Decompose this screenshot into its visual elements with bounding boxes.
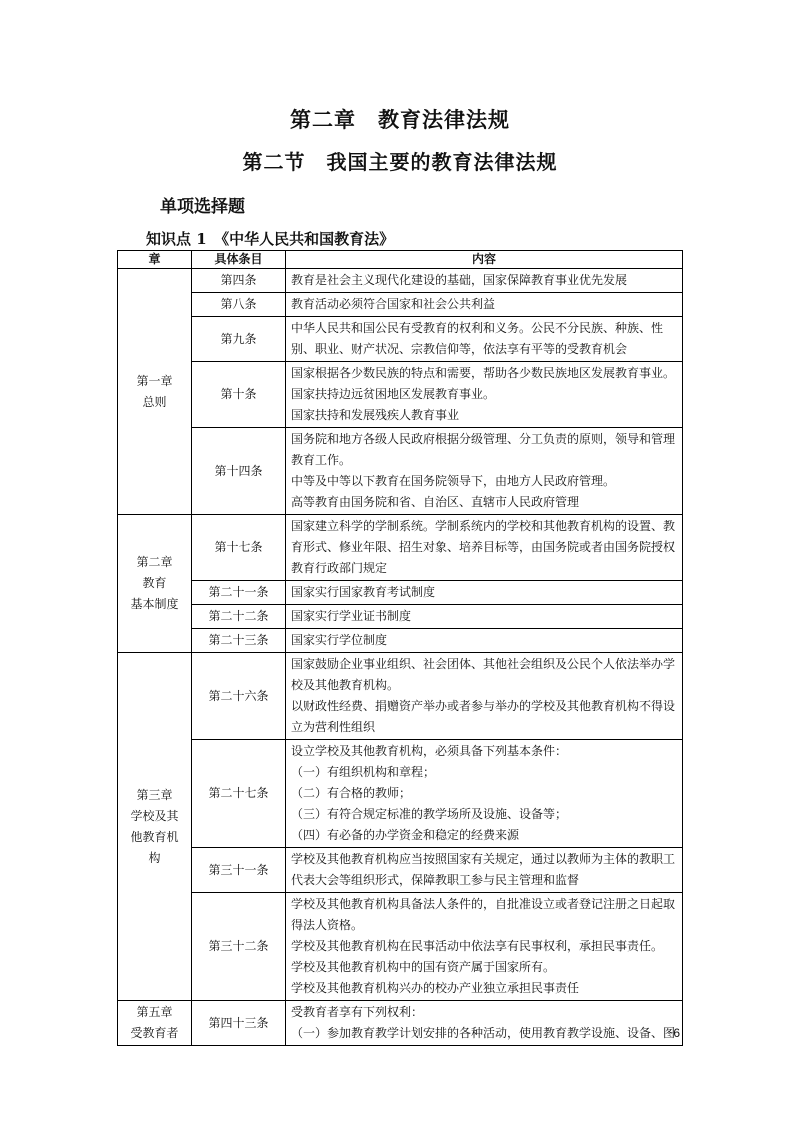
table-row <box>118 515 683 581</box>
article-cell: 第二十三条 <box>192 629 286 653</box>
content-cell <box>286 629 683 653</box>
content-line: 受教育者享有下列权利： <box>291 1005 424 1019</box>
table-row <box>118 1001 683 1046</box>
chapter-title: 第二章 教育法律法规 <box>290 107 510 132</box>
chapter-name: 第二章 <box>136 555 173 569</box>
chapter-name: 基本制度 <box>130 597 179 611</box>
knowledge-point-heading: 知识点 1 《中华人民共和国教育法》 <box>146 230 395 248</box>
article-cell: 第十七条 <box>192 515 286 581</box>
content-line: 以财政性经费、捐赠资产举办或者参与举办的学校及其他教育机构不得设立为营利性组织 <box>291 699 676 734</box>
article-cell: 第四十三条 <box>192 1001 286 1046</box>
article-cell: 第三十二条 <box>192 893 286 1001</box>
chapter-name: 他教育机 <box>130 829 179 844</box>
chapter-name: 总则 <box>142 394 167 409</box>
content-line: 国家实行国家教育考试制度 <box>291 585 436 599</box>
header-chapter: 章 <box>118 251 192 269</box>
chapter-name: 第五章 <box>136 1005 173 1019</box>
chapter-name: 受教育者 <box>130 1026 179 1040</box>
content-cell <box>286 317 683 362</box>
chapter-cell <box>118 1001 192 1046</box>
content-line: 学校及其他教育机构应当按照国家有关规定，通过以教师为主体的教职工代表大会等组织形式，保障教职工参与民主管理和监督 <box>291 852 676 887</box>
chapter-name: 学校及其 <box>130 808 179 823</box>
table-row <box>118 362 683 428</box>
table-row <box>118 629 683 653</box>
content-cell <box>286 740 683 848</box>
content-line: 学校及其他教育机构在民事活动中依法享有民事权利，承担民事责任。 <box>291 939 664 953</box>
section-title: 第二节 我国主要的教育法律法规 <box>242 150 558 174</box>
table-row <box>118 293 683 317</box>
law-articles-table <box>117 250 683 1046</box>
content-cell <box>286 848 683 893</box>
chapter-name: 构 <box>148 850 161 865</box>
article-cell: 第二十二条 <box>192 605 286 629</box>
content-cell <box>286 1001 683 1046</box>
content-line: 教育是社会主义现代化建设的基础，国家保障教育事业优先发展 <box>291 273 628 287</box>
table-row <box>118 428 683 515</box>
content-line: 国家扶持边远贫困地区发展教育事业。 <box>291 387 496 401</box>
chapter-cell <box>118 515 192 653</box>
content-cell <box>286 605 683 629</box>
content-line: （二）有合格的教师； <box>291 786 412 800</box>
content-line: 中华人民共和国公民有受教育的权利和义务。公民不分民族、种族、性别、职业、财产状况、宗教信仰等，依法享有平等的受教育机会 <box>291 321 664 356</box>
article-cell: 第二十一条 <box>192 581 286 605</box>
content-line: （一）参加教育教学计划安排的各种活动，使用教育教学设施、设备、图 <box>291 1026 676 1040</box>
content-line: 高等教育由国务院和省、自治区、直辖市人民政府管理 <box>291 495 580 509</box>
chapter-name: 第三章 <box>136 787 173 802</box>
content-line: 学校及其他教育机构中的国有资产属于国家所有。 <box>291 960 556 974</box>
chapter-cell <box>118 653 192 1001</box>
table-row <box>118 269 683 293</box>
table-row <box>118 893 683 1001</box>
table-row <box>118 740 683 848</box>
table-row <box>118 848 683 893</box>
table-header-row <box>118 251 683 269</box>
article-cell: 第二十六条 <box>192 653 286 740</box>
table-row <box>118 653 683 740</box>
article-cell: 第十条 <box>192 362 286 428</box>
content-cell <box>286 515 683 581</box>
content-line: 国家实行学位制度 <box>291 633 388 647</box>
article-cell: 第八条 <box>192 293 286 317</box>
article-cell: 第四条 <box>192 269 286 293</box>
content-cell <box>286 428 683 515</box>
table-row <box>118 317 683 362</box>
chapter-name: 教育 <box>142 576 167 590</box>
header-article: 具体条目 <box>192 251 286 269</box>
content-line: 国务院和地方各级人民政府根据分级管理、分工负责的原则，领导和管理教育工作。 <box>291 432 676 467</box>
content-cell <box>286 581 683 605</box>
content-line: （一）有组织机构和章程； <box>291 765 436 779</box>
content-cell <box>286 293 683 317</box>
article-cell: 第二十七条 <box>192 740 286 848</box>
table-row <box>118 605 683 629</box>
chapter-name: 第一章 <box>136 373 173 388</box>
content-cell <box>286 893 683 1001</box>
content-line: 国家建立科学的学制系统。学制系统内的学校和其他教育机构的设置、教育形式、修业年限、招生对象、培养目标等，由国务院或者由国务院授权教育行政部门规定 <box>291 519 676 575</box>
table-row <box>118 581 683 605</box>
content-line: 学校及其他教育机构具备法人条件的，自批准设立或者登记注册之日起取得法人资格。 <box>291 897 676 932</box>
content-cell <box>286 362 683 428</box>
content-line: 学校及其他教育机构兴办的校办产业独立承担民事责任 <box>291 981 580 995</box>
content-line: 国家根据各少数民族的特点和需要，帮助各少数民族地区发展教育事业。 <box>291 366 676 380</box>
chapter-cell <box>118 269 192 515</box>
content-line: 教育活动必须符合国家和社会公共利益 <box>291 297 496 311</box>
content-line: 中等及中等以下教育在国务院领导下，由地方人民政府管理。 <box>291 474 616 488</box>
header-content: 内容 <box>286 251 683 269</box>
article-cell: 第三十一条 <box>192 848 286 893</box>
question-type-heading: 单项选择题 <box>160 197 245 217</box>
page-number: 6 <box>673 1026 680 1040</box>
content-line: 国家鼓励企业事业组织、社会团体、其他社会组织及公民个人依法举办学校及其他教育机构。 <box>291 657 676 692</box>
content-line: （四）有必备的办学资金和稳定的经费来源 <box>291 828 520 842</box>
content-cell <box>286 269 683 293</box>
content-line: 设立学校及其他教育机构，必须具备下列基本条件： <box>291 744 568 758</box>
article-cell: 第十四条 <box>192 428 286 515</box>
content-line: 国家实行学业证书制度 <box>291 609 412 623</box>
content-line: （三）有符合规定标准的教学场所及设施、设备等； <box>291 807 568 821</box>
content-line: 国家扶持和发展残疾人教育事业 <box>291 408 460 422</box>
content-cell <box>286 653 683 740</box>
article-cell: 第九条 <box>192 317 286 362</box>
